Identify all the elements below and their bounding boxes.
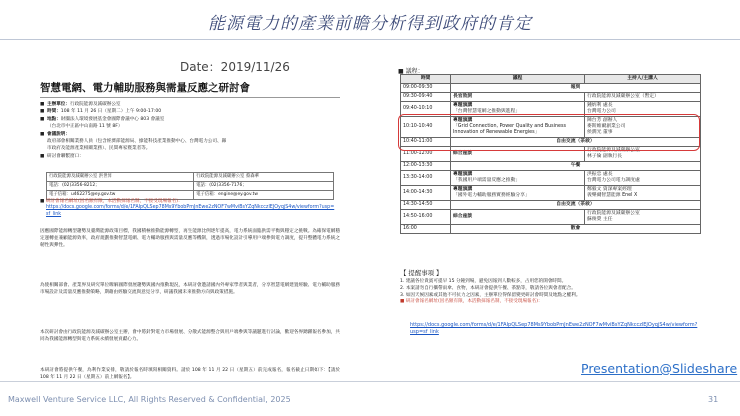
- slide-title: 能源電力的產業前瞻分析得到政府的肯定: [208, 14, 532, 34]
- note-item: ■ 研討會報名網址(因名額有限，本活動採報名制，不接受現場報名)：: [400, 299, 543, 305]
- agenda-speaker-line: 林子倫 副執行長: [587, 154, 623, 159]
- agenda-topic-cell: [451, 93, 585, 102]
- bullet-icon: ■: [40, 199, 46, 204]
- meta-line: ■ 研討會聯繫窗口：: [40, 153, 84, 159]
- table-row: [401, 93, 701, 102]
- column-header: 主持人/主講人: [585, 75, 701, 84]
- intro-paragraph: 本次研討會由行政院能源及減碳辦公室主辦，會中將針對電力市場發展、分散式能源整合與用戶端參與等議題進行討論，歡迎各界踴躍報名參加，共同為我國能源轉型與電力系統永續發展貢獻心力。: [40, 330, 340, 342]
- title-divider: [0, 39, 740, 40]
- intro-paragraph: 本研討會將提供午餐，為利作業安排，敬請於報名時填寫相關資料。請於 108 年 11 月 22 日（星期五）前完成報名，報名截止日期如下：【請於 108 年 11 月 22 日（星期五）前上網報名】。: [40, 368, 340, 380]
- page-number: 31: [708, 395, 719, 404]
- notes-title: 【 提醒事項 】: [400, 269, 443, 277]
- agenda-time-cell: 10:10-10:40: [401, 117, 451, 138]
- agenda-topic-subtitle: 「我國用戶端需量反應之推動」: [453, 178, 521, 183]
- table-header-row: [401, 75, 701, 84]
- contact-cell: 行政院能源及減碳辦公室 蔡森華: [194, 173, 334, 182]
- agenda-topic-subtitle: 「Grid Connection, Power Quality and Business Innovation of Renewable Energies」: [453, 124, 566, 135]
- presentation-link[interactable]: Presentation@Slideshare: [581, 361, 738, 376]
- event-meta: [40, 101, 340, 160]
- table-row: [47, 173, 334, 182]
- document-title: 智慧電網、電力輔助服務與需量反應之研討會: [40, 82, 250, 94]
- agenda-time-cell: 11:00-12:00: [401, 147, 451, 162]
- agenda-topic-title: 專題演講: [453, 172, 473, 177]
- agenda-speaker-line: 陳台芳 創辦人: [587, 118, 618, 123]
- highlight-box: [398, 114, 700, 151]
- table-row: [401, 210, 701, 225]
- agenda-time-cell: 09:00-09:30: [401, 84, 451, 93]
- agenda-speaker-line: 麥斯維爾創業公司: [587, 124, 626, 129]
- column-header: 時間: [401, 75, 451, 84]
- agenda-topic-subtitle: 「國外電力輔助服務實務經驗分享」: [453, 193, 530, 198]
- table-row: [401, 84, 701, 93]
- agenda-topic-title: 長官致詞: [453, 94, 473, 99]
- agenda-topic-cell: [451, 210, 585, 225]
- note-item: 2. 本案請勿自行攜帶雨傘、食物，本研討會提供午餐、茶點等，敬請各位與會者配合。: [400, 285, 576, 291]
- invitation-document: [40, 52, 340, 392]
- notes-list: [400, 279, 700, 306]
- agenda-time-cell: 13:30-14:00: [401, 171, 451, 186]
- agenda-speaker-cell: [585, 186, 701, 201]
- agenda-speaker-line: 鍾炳利 處長: [587, 103, 613, 108]
- table-row: [401, 201, 701, 210]
- agenda-time-cell: 10:40-11:00: [401, 138, 451, 147]
- agenda-topic-title: 專題演講: [453, 187, 473, 192]
- agenda-speaker-line: 義樂爾智慧能源 Enel X: [587, 193, 638, 198]
- footer-divider: [0, 381, 740, 382]
- agenda-time-cell: 14:00-14:30: [401, 186, 451, 201]
- agenda-break-cell: 自由交流（茶敘）: [451, 138, 701, 147]
- intro-paragraph: 因應國際能源轉型趨勢及臺灣能源政策目標，我國積極推動能源轉型，再生能源比例逐年提高，電力系統面臨供需平衡與穩定之挑戰。為確保電網穩定運轉並兼顧能源效率，政府規劃推動智慧電網、電力輔助服務與需量反應等機制，透過市場化設計引導用戶端參與電力調度，提升整體電力系統之韌性與彈性。: [40, 229, 340, 248]
- bullet-icon: ■: [40, 131, 45, 137]
- document-date: Date：2019/11/26: [180, 60, 290, 74]
- agenda-speaker-cell: [585, 171, 701, 186]
- agenda-speaker-line: 行政院能源及減碳辦公室: [587, 148, 640, 153]
- contact-cell: 電話：(02)3356-8212；: [47, 182, 194, 191]
- agenda-speaker-line: 洪振忠 處長: [587, 172, 613, 177]
- agenda-speaker-line: 蘇俊榮 主任: [587, 217, 613, 222]
- agenda-topic-cell: [451, 186, 585, 201]
- note-item: 3. 如因天候因素或其他不可抗力之因素，主辦單位得保留變更研討會時間及地點之權利。: [400, 292, 581, 298]
- table-row: [47, 182, 334, 191]
- meta-line: 市政府及能源產業相關業務）、民間專家暨業者等。: [47, 146, 151, 152]
- agenda-break-cell: 午餐: [451, 162, 701, 171]
- agenda-speaker-line: 行政院能源及減碳辦公室: [587, 211, 640, 216]
- agenda-topic-cell: [451, 171, 585, 186]
- bullet-icon: ■: [40, 153, 45, 159]
- meta-line: ■ 主辦單位：行政院能源及減碳辦公室: [40, 102, 121, 107]
- agenda-time-cell: 09:30-09:40: [401, 93, 451, 102]
- contact-cell: 電子信箱：u462275@ey.gov.tw: [47, 191, 194, 200]
- table-row: [401, 171, 701, 186]
- meta-line: ■ 會議說明：: [40, 131, 70, 137]
- agenda-speaker-line: 鄭毅文 資深專案經理: [587, 187, 632, 192]
- agenda-topic-subtitle: 「台灣智慧電網之推動與進程」: [453, 109, 521, 114]
- agenda-label: ■ 議程：: [398, 68, 424, 75]
- contact-table: [46, 172, 334, 200]
- agenda-break-cell: 散會: [451, 225, 701, 234]
- agenda-break-cell: 自由交流（茶敘）: [451, 201, 701, 210]
- bullet-icon: ■: [40, 116, 45, 122]
- agenda-speaker-cell: [585, 210, 701, 225]
- agenda-table: [400, 74, 701, 234]
- table-row: [401, 186, 701, 201]
- agenda-speaker-line: 台灣電力公司: [587, 109, 616, 114]
- agenda-speaker-line: 侯潤光 董事: [587, 130, 613, 135]
- meta-line: ■ 地點：財團法人環境發展基金會國際會議中心 803 會議室: [40, 116, 165, 122]
- agenda-topic-title: 綜合座談: [453, 151, 473, 156]
- agenda-time-cell: 12:00-13:30: [401, 162, 451, 171]
- bullet-icon: ■: [40, 102, 45, 107]
- registration-label: ■ 研討會報名網址(因名額有限，本活動採報名制，不接受現場報名)：: [40, 199, 183, 204]
- agenda-break-cell: 報到: [451, 84, 701, 93]
- contact-cell: 電話：(02)3356-7176；: [194, 182, 334, 191]
- note-item: 1. 建議各位貴賓可提早 15 分鐘到場，避免因報到人數較多，占用您的開會時間。: [400, 279, 567, 284]
- agenda-topic-title: 專題演講: [453, 118, 473, 123]
- agenda-time-cell: 14:50-16:00: [401, 210, 451, 225]
- meta-line: （台北市中正區中山南路 11 號 8F）: [47, 124, 123, 130]
- footer-copyright: Maxwell Venture Service LLC, All Rights Reserved & Confidential, 2025: [8, 395, 291, 404]
- agenda-speaker-line: 台灣電力公司電力調度處: [587, 178, 640, 183]
- notes-registration-link[interactable]: https://docs.google.com/forms/d/e/1FAIpQLSep78Ms9YbobPmJnEwe2zNOF7wMviBsYZqNkcczlEJOyqjS4w/viewform?usp=sf_link: [410, 322, 698, 335]
- agenda-time-cell: 16:00: [401, 225, 451, 234]
- meta-line: ■ 時間：108 年 11 月 26 日（星期二）上午 9:00-17:00: [40, 109, 162, 115]
- registration-link[interactable]: https://docs.google.com/forms/d/e/1FAIpQLSep78Ms9YbobPmJnEwe2zNOF7wMviBsYZqNkcczlEJOyqjS4w/viewform?usp=sf_link: [46, 205, 335, 217]
- intro-paragraph: 為使相關部會、產業界及研究單位瞭解國際發展趨勢與國內推動現況，本研討會邀請國內外專家學者與業者，分享智慧電網建置經驗、電力輔助服務市場設計及需量反應推動策略，期藉由經驗交流與意見分享，研議我國未來推動方向與政策措施。: [40, 283, 340, 295]
- bullet-icon: ■: [40, 109, 45, 115]
- agenda-topic-title: 專題演講: [453, 103, 473, 108]
- meta-line: 政府部會相關業務人員（包含經濟部能源局、綠能科技產業推動中心、台灣電力公司、縣: [47, 139, 227, 145]
- column-header: 議程: [451, 75, 585, 84]
- table-row: [401, 162, 701, 171]
- agenda-time-cell: 09:40-10:10: [401, 102, 451, 117]
- contact-cell: 電子信箱：engine@ey.gov.tw: [194, 191, 334, 200]
- contact-cell: 行政院能源及減碳辦公室 洪世昇: [47, 173, 194, 182]
- document-title-divider: [40, 97, 340, 98]
- table-row: [401, 225, 701, 234]
- agenda-time-cell: 14:30-14:50: [401, 201, 451, 210]
- agenda-speaker-line: 行政院能源及減碳辦公室（暫定）: [587, 94, 659, 99]
- agenda-topic-title: 綜合座談: [453, 214, 473, 219]
- agenda-speaker-cell: [585, 93, 701, 102]
